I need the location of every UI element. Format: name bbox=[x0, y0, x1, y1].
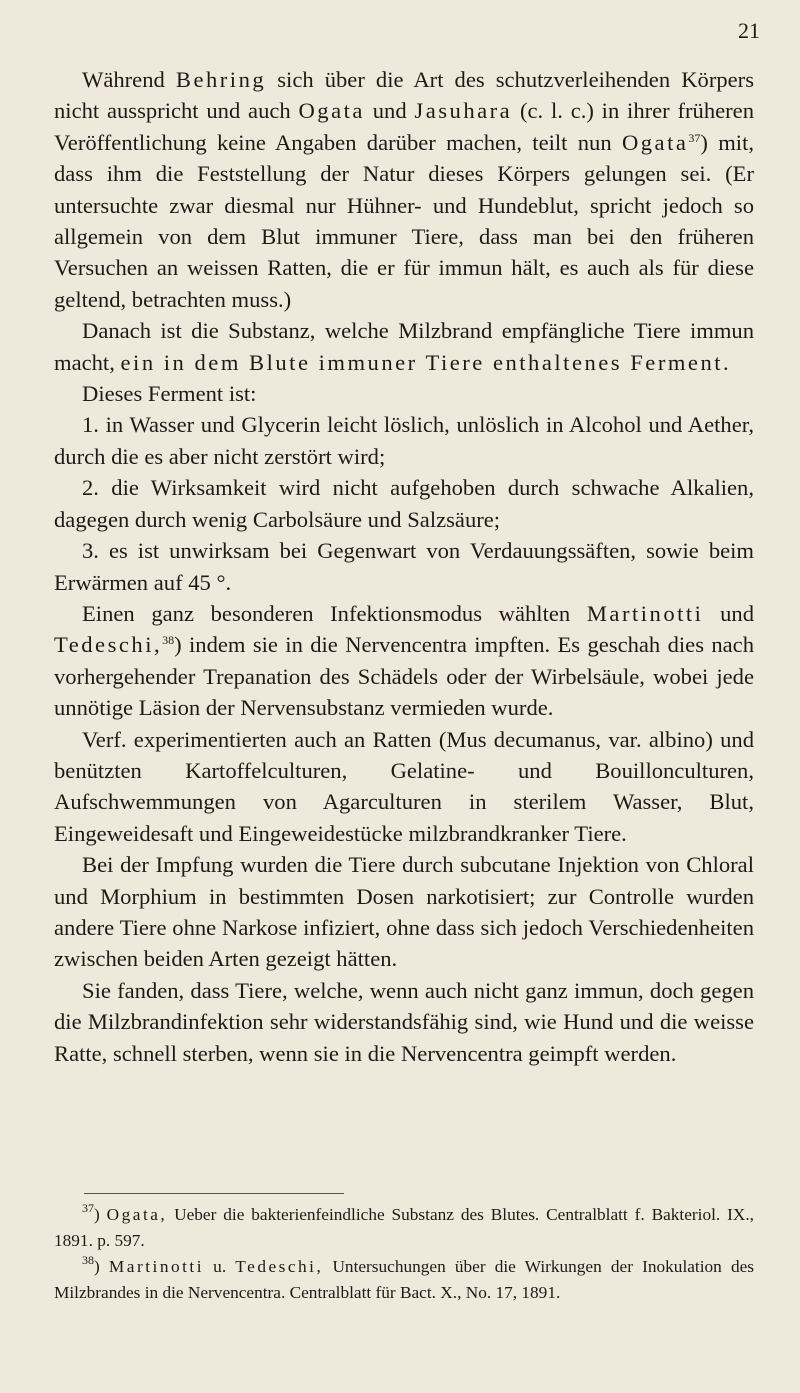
text-run: (c. l. c.) in ihrer früheren Veröffentlichung keine Angaben darüber machen, teilt nun bbox=[54, 98, 754, 155]
text-run: Ogata, bbox=[106, 1205, 168, 1224]
list-item: 2. die Wirksamkeit wird nicht aufgehoben durch schwache Alkalien, dagegen durch wenig Carbolsäure und Salzsäure; bbox=[54, 475, 754, 532]
text-run: Verf. experimentierten auch an Ratten (Mus decumanus, var. albino) und benützten Kartoffelculturen, Gelatine- und Bouillonculturen, Aufschwemmungen von Agarculturen in sterilem Wasser, Blut, Eingeweidesaft und Eingeweidestücke milzbrandkranker Tiere. bbox=[54, 726, 754, 846]
text-run: und bbox=[364, 98, 415, 124]
paragraph bbox=[54, 724, 754, 850]
footnotes bbox=[54, 1202, 754, 1306]
paragraph bbox=[54, 849, 754, 975]
list-item: 3. es ist unwirksam bei Gegenwart von Verdauungssäften, sowie beim Erwärmen auf 45 °. bbox=[54, 538, 754, 595]
text-run: ) bbox=[94, 1205, 107, 1224]
paragraph bbox=[54, 64, 754, 315]
paragraph bbox=[54, 315, 754, 378]
text-run: Ogata bbox=[298, 98, 365, 124]
footnote-ref: 37 bbox=[82, 1201, 94, 1215]
text-run: Sie fanden, dass Tiere, welche, wenn auch nicht ganz immun, doch gegen die Milzbrandinfektion sehr widerstandsfähig sind, wie Hund und die weisse Ratte, schnell sterben, wenn sie in die Nervencentra geimpft werden. bbox=[54, 977, 754, 1066]
text-run: Untersuchungen über die Wirkungen der Inokulation des Milzbrandes in die Nervencentra. Centralblatt für Bact. X., No. 17, 1891. bbox=[54, 1257, 754, 1302]
text-run: und bbox=[703, 600, 754, 626]
text-run: ein in dem Blute immuner Tiere enthaltenes Ferment. bbox=[120, 349, 732, 375]
text-run: Martinotti bbox=[108, 1257, 205, 1276]
text-run: ) indem sie in die Nervencentra impften. Es geschah dies nach vorhergehender Trepanation des Schädels oder der Wirbelsäule, wobei jede unnötige Läsion der Nervensubstanz vermieden wurde. bbox=[54, 632, 754, 721]
text-run: Jasuhara bbox=[414, 98, 513, 124]
text-run: Danach ist die Substanz, welche Milzbrand empfängliche Tiere immun macht, bbox=[54, 318, 754, 375]
property-list bbox=[54, 409, 754, 597]
footnote-ref: 38 bbox=[162, 633, 175, 648]
text-run: ) mit, dass ihm die Feststellung der Natur dieses Körpers gelungen sei. (Er untersuchte zwar diesmal nur Hühner- und Hundeblut, spricht jedoch so allgemein von dem Blut immuner Tiere, dass man bei den früheren Versuchen an weissen Ratten, die er für immun hält, es auch als für diese geltend, betrachten muss.) bbox=[54, 129, 754, 312]
text-run: Ogata bbox=[621, 129, 689, 155]
text-run: Behring bbox=[175, 67, 267, 92]
body-text bbox=[54, 64, 754, 1069]
footnote-ref: 38 bbox=[82, 1253, 94, 1267]
list-item: 1. in Wasser und Glycerin leicht löslich, unlöslich in Alcohol und Aether, durch die es aber nicht zerstört wird; bbox=[54, 412, 754, 469]
footnote-divider bbox=[84, 1193, 344, 1194]
text-run: Tedeschi, bbox=[235, 1257, 324, 1276]
text-run: Martinotti bbox=[586, 600, 704, 626]
text-run: Ueber die bakterienfeindliche Substanz des Blutes. Centralblatt f. Bakteriol. IX., 1891. p. 597. bbox=[54, 1205, 754, 1250]
text-run: u. bbox=[204, 1257, 236, 1276]
text-run: Einen ganz besonderen Infektionsmodus wählten bbox=[82, 600, 587, 626]
text-run: Bei der Impfung wurden die Tiere durch subcutane Injektion von Chloral und Morphium in bestimmten Dosen narkotisiert; zur Controlle wurden andere Tiere ohne Narkose infiziert, ohne dass sich jedoch Verschiedenheiten zwischen beiden Arten gezeigt hätten. bbox=[54, 852, 754, 972]
paragraph bbox=[54, 975, 754, 1069]
paragraph-group-main bbox=[54, 598, 754, 1069]
footnote bbox=[54, 1254, 754, 1306]
text-run: Dieses Ferment ist: bbox=[82, 381, 257, 407]
page-number: 21 bbox=[738, 18, 760, 43]
footnote bbox=[54, 1202, 754, 1254]
text-run: ) bbox=[94, 1257, 109, 1276]
footnote-ref: 37 bbox=[688, 130, 701, 145]
paragraph-group-intro bbox=[54, 64, 754, 409]
text-run: Tedeschi, bbox=[54, 632, 163, 658]
paragraph bbox=[54, 598, 754, 724]
paragraph bbox=[54, 378, 754, 409]
text-run: sich über die Art des schutzverleihenden Körpers nicht ausspricht und auch bbox=[54, 67, 754, 124]
text-run: Während bbox=[82, 67, 176, 92]
